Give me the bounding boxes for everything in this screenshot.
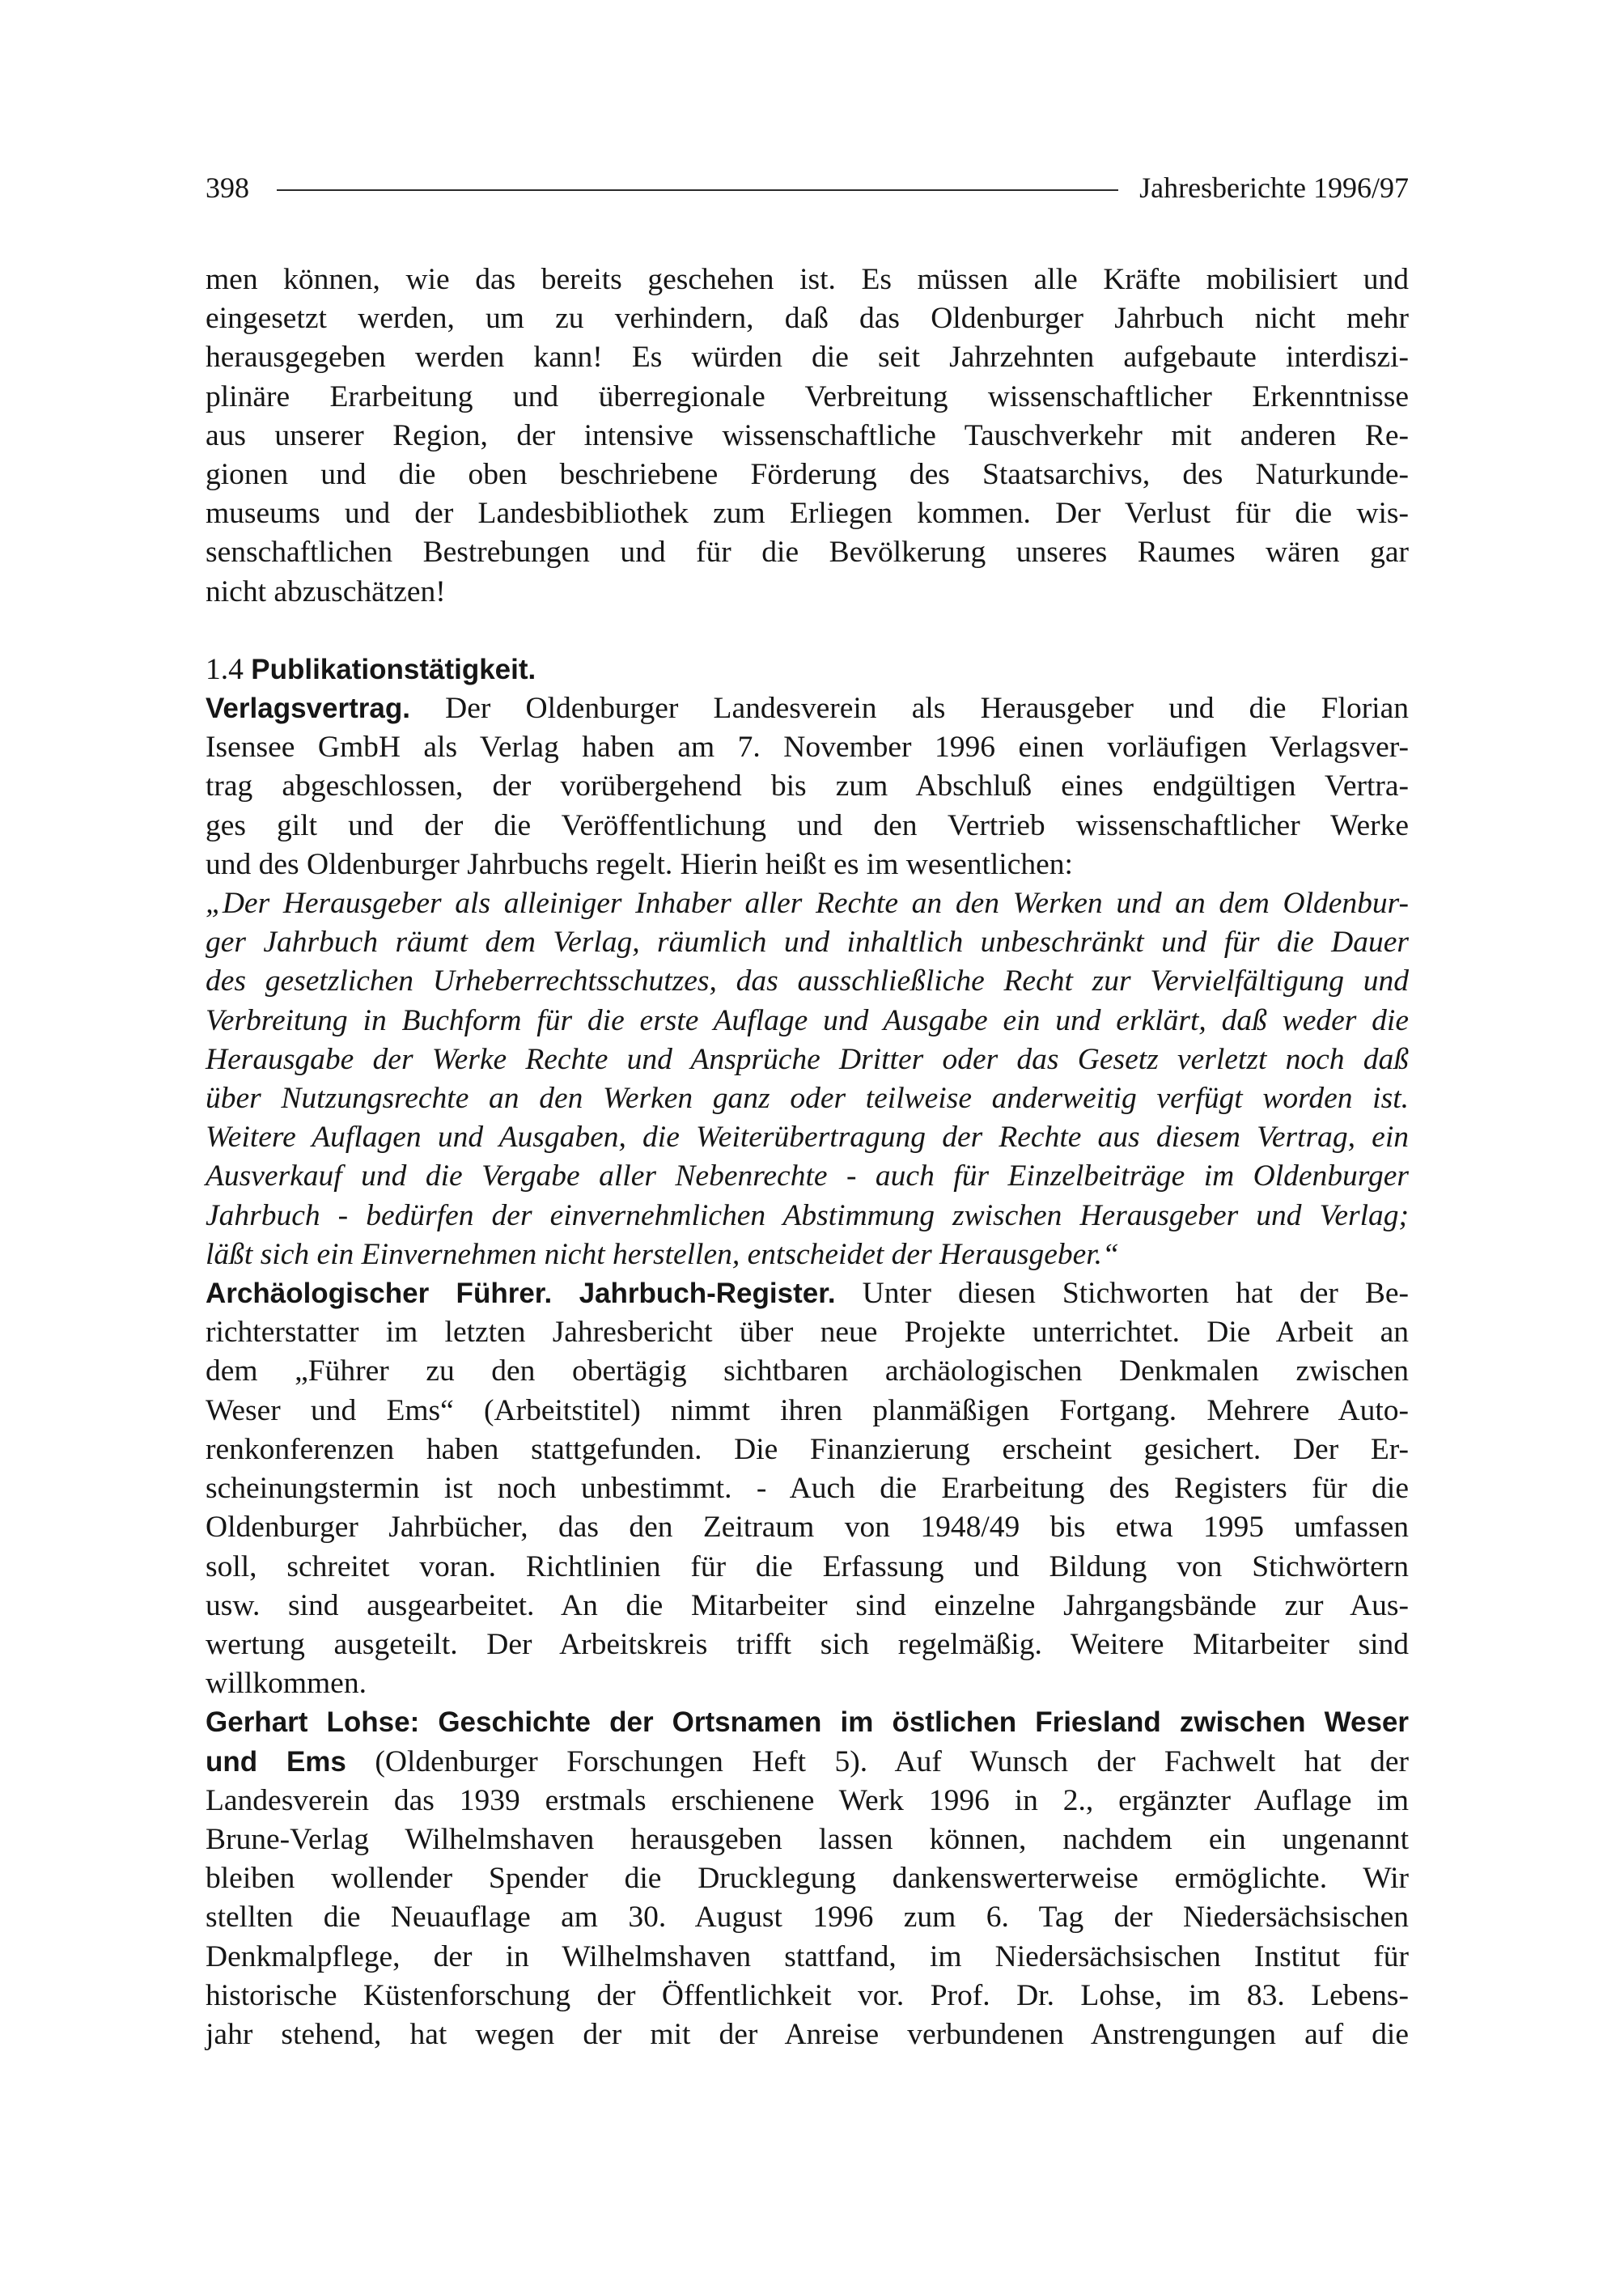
text-line: usw. sind ausgearbeitet. An die Mitarbeiter sind einzelne Jahrgangsbände zur Aus- [206,1588,1409,1622]
text-line: renkonferenzen haben stattgefunden. Die Finanzierung erscheint gesichert. Der Er- [206,1432,1409,1466]
text-line [206,1274,1409,1313]
text-line: museums und der Landesbibliothek zum Erliegen kommen. Der Verlust für die wis- [206,497,1409,531]
header-rule [277,189,1118,191]
text-line: wertung ausgeteilt. Der Arbeitskreis trifft sich regelmäßig. Weitere Mitarbeiter sind [206,1627,1409,1661]
running-title: Jahresberichte 1996/97 [1139,172,1409,204]
page-number: 398 [206,172,249,204]
body-text [206,261,1409,2054]
text-line: herausgegeben werden kann! Es würden die seit Jahrzehnten aufgebaute interdiszi- [206,341,1409,375]
quote-line: Herausgabe der Werke Rechte und Ansprüche Dritter oder das Gesetz verletzt noch daß [206,1042,1409,1076]
quote-line: läßt sich ein Einvernehmen nicht herstellen, entscheidet der Herausgeber.“ [206,1237,1119,1271]
lohse-paragraph [206,1703,1409,2054]
text-line: senschaftlichen Bestrebungen und für die Bevölkerung unseres Raumes wären gar [206,536,1409,570]
text-line: jahr stehend, hat wegen der mit der Anreise verbundenen Anstrengungen auf die [206,2017,1409,2051]
paragraph-heading: Gerhart Lohse: Geschichte der Ortsnamen im östlichen Friesland zwischen Weser [206,1706,1409,1739]
text-line: men können, wie das bereits geschehen ist. Es müssen alle Kräfte mobilisiert und [206,263,1409,296]
quote-line: über Nutzungsrechte an den Werken ganz oder teilweise anderweitig verfügt worden ist. [206,1082,1409,1116]
text-line: ges gilt und der die Veröffentlichung und den Vertrieb wissenschaftlicher Werke [206,808,1409,842]
text-line [206,1743,1409,1782]
text-line: Oldenburger Jahrbücher, das den Zeitraum von 1948/49 bis etwa 1995 umfassen [206,1511,1409,1545]
section-heading [206,651,1409,689]
paragraph-heading-cont: und Ems [206,1745,346,1778]
text-line: soll, schreitet voran. Richtlinien für die Erfassung und Bildung von Stichwörtern [206,1549,1409,1583]
quote-line: Ausverkauf und die Vergabe aller Nebenrechte - auch für Einzelbeiträge im Oldenburger [206,1159,1409,1193]
contract-quote [206,884,1409,1274]
text-line: Landesverein das 1939 erstmals erschienene Werk 1996 in 2., ergänzter Auflage im [206,1783,1409,1817]
text-line: historische Küstenforschung der Öffentlichkeit vor. Prof. Dr. Lohse, im 83. Lebens- [206,1978,1409,2012]
text-line [206,689,1409,728]
quote-line: Verbreitung in Buchform für die erste Auflage und Ausgabe ein und erklärt, daß weder die [206,1003,1409,1037]
paragraph-heading: Archäologischer Führer. Jahrbuch-Register. [206,1278,836,1310]
text-line: aus unserer Region, der intensive wissenschaftliche Tauschverkehr mit anderen Re- [206,418,1409,452]
quote-line: ger Jahrbuch räumt dem Verlag, räumlich und inhaltlich unbeschränkt und für die Dauer [206,926,1409,960]
page-header [206,165,1409,210]
text-line: und des Oldenburger Jahrbuchs regelt. Hierin heißt es im wesentlichen: [206,847,1073,881]
quote-line: des gesetzlichen Urheberrechtsschutzes, das ausschließliche Recht zur Vervielfältigung und [206,964,1409,998]
text-line: Denkmalpflege, der in Wilhelmshaven stattfand, im Niedersächsischen Institut für [206,1939,1409,1973]
text-line: dem „Führer zu den obertägig sichtbaren archäologischen Denkmalen zwischen [206,1354,1409,1388]
text-line [206,1703,1409,1742]
text-line: nicht abzuschätzen! [206,574,446,608]
text-line: Brune-Verlag Wilhelmshaven herausgeben lassen können, nachdem ein ungenannt [206,1822,1409,1856]
text-run: Der Oldenburger Landesverein als Herausgeber und die Florian [445,692,1409,726]
text-line: gionen und die oben beschriebene Förderung des Staatsarchivs, des Naturkunde- [206,458,1409,492]
intro-paragraph [206,261,1409,612]
text-line: Isensee GmbH als Verlag haben am 7. November 1996 einen vorläufigen Verlagsver- [206,731,1409,765]
quote-line: Jahrbuch - bedürfen der einvernehmlichen Abstimmung zwischen Herausgeber und Verlag; [206,1198,1409,1232]
paragraph-gap [206,612,1409,651]
text-line: scheinungstermin ist noch unbestimmt. - Auch die Erarbeitung des Registers für die [206,1472,1409,1506]
quote-line: Weitere Auflagen und Ausgaben, die Weiterübertragung der Rechte aus diesem Vertrag, ein [206,1121,1409,1155]
paragraph-heading: Verlagsvertrag. [206,693,410,725]
text-line: bleiben wollender Spender die Drucklegung dankenswerterweise ermöglichte. Wir [206,1862,1409,1896]
text-line: plinäre Erarbeitung und überregionale Verbreitung wissenschaftlicher Erkenntnisse [206,379,1409,413]
text-line: eingesetzt werden, um zu verhindern, daß das Oldenburger Jahrbuch nicht mehr [206,302,1409,336]
section-number: 1.4 [206,652,244,686]
text-run: (Oldenburger Forschungen Heft 5). Auf Wunsch der Fachwelt hat der [375,1744,1409,1778]
text-run: Unter diesen Stichworten hat der Be- [862,1277,1409,1311]
text-line: stellten die Neuauflage am 30. August 1996 zum 6. Tag der Niedersächsischen [206,1901,1409,1935]
text-line: willkommen. [206,1667,367,1701]
section-title: Publikationstätigkeit. [251,653,536,685]
quote-line: „Der Herausgeber als alleiniger Inhaber aller Rechte an den Werken und an dem Oldenbur- [206,887,1409,921]
text-line: trag abgeschlossen, der vorübergehend bis zum Abschluß eines endgültigen Vertra- [206,769,1409,803]
archaeo-paragraph [206,1274,1409,1703]
verlagsvertrag-paragraph [206,689,1409,884]
text-line: Weser und Ems“ (Arbeitstitel) nimmt ihren planmäßigen Fortgang. Mehrere Auto- [206,1393,1409,1427]
text-line: richterstatter im letzten Jahresbericht über neue Projekte unterrichtet. Die Arbeit an [206,1316,1409,1350]
